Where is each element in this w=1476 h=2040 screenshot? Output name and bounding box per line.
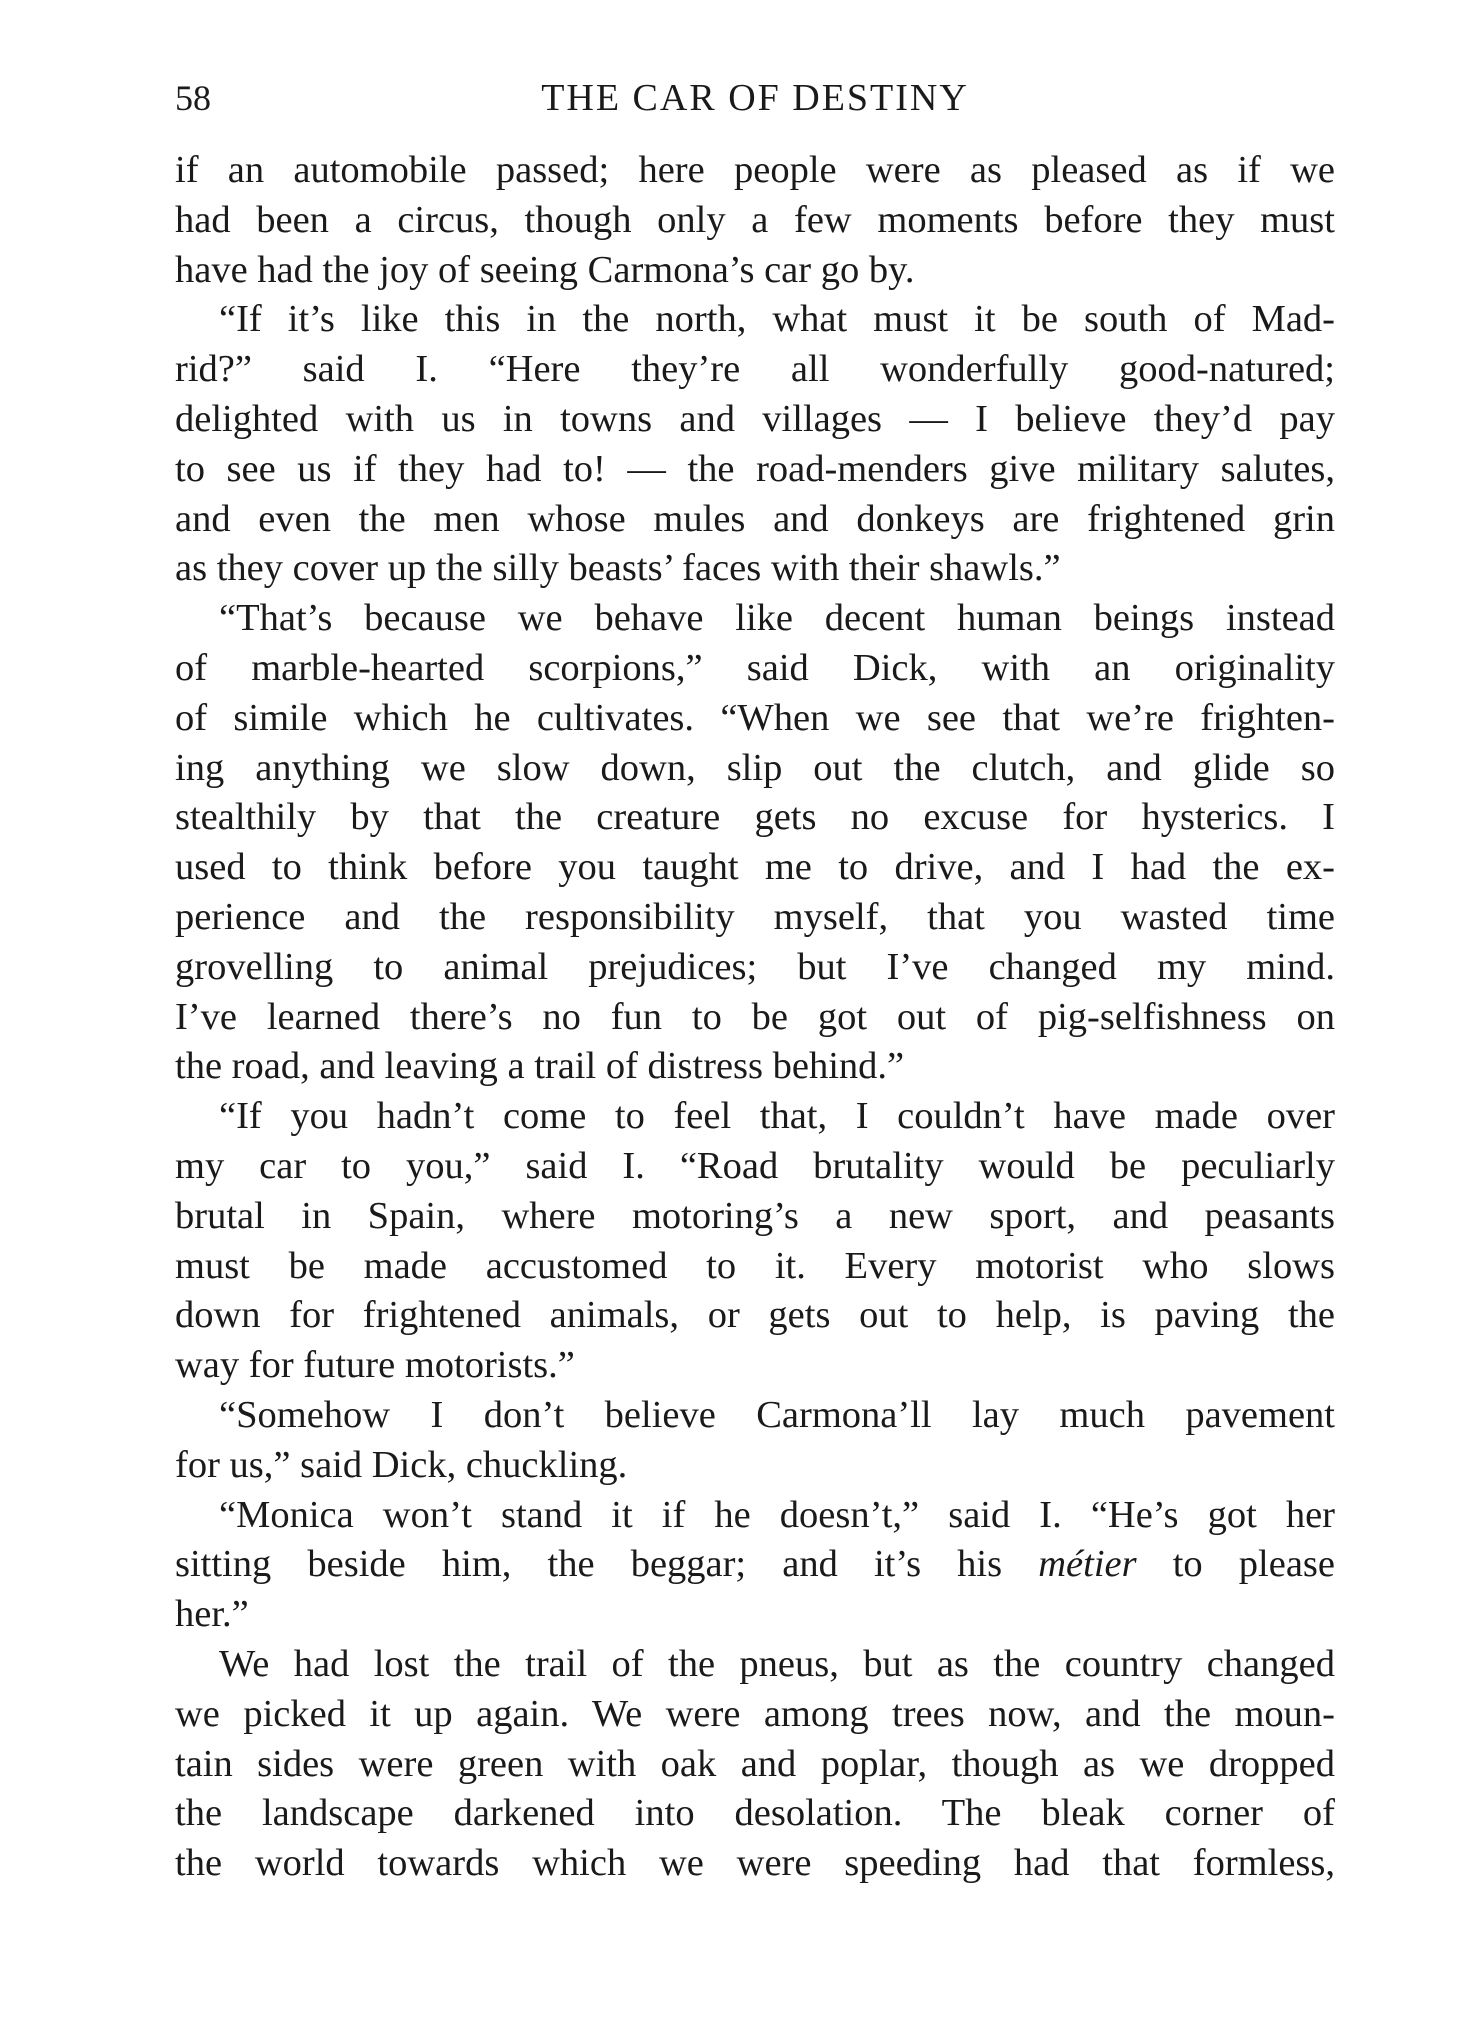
text-line: “Monica won’t stand it if he doesn’t,” said I. “He’s got her [219,1493,1335,1536]
text-line: must be made accustomed to it. Every motorist who slows [175,1244,1335,1287]
body-text [175,146,1335,1889]
text-line: had been a circus, though only a few moments before they must [175,198,1335,241]
text-line: if an automobile passed; here people were as pleased as if we [175,149,1335,191]
text-line: to see us if they had to! — the road-menders give military salutes, [175,447,1335,490]
text-line: “That’s because we behave like decent human beings instead [219,597,1335,640]
text-line: used to think before you taught me to drive, and I had the ex- [175,846,1335,889]
page-number: 58 [175,78,211,118]
italic-word: métier [1038,1543,1137,1586]
book-title: THE CAR OF DESTINY [541,77,969,119]
text-line: the road, and leaving a trail of distress behind.” [175,1045,905,1088]
text-line: as they cover up the silly beasts’ faces with their shawls.” [175,547,1061,590]
text-line: delighted with us in towns and villages — I believe they’d pay [175,397,1335,440]
text-line: “Somehow I don’t believe Carmona’ll lay much pavement [219,1393,1335,1436]
text-line: way for future motorists.” [175,1344,575,1387]
text-line: We had lost the trail of the pneus, but as the country changed [219,1642,1335,1685]
text-line: tain sides were green with oak and poplar, though as we dropped [175,1742,1335,1785]
text-line: we picked it up again. We were among trees now, and the moun- [175,1692,1335,1735]
text-line: I’ve learned there’s no fun to be got out of pig-selfishness on [175,995,1335,1038]
text-line: ing anything we slow down, slip out the clutch, and glide so [175,746,1335,789]
text-line: her.” [175,1593,249,1636]
text-line: the world towards which we were speeding had that formless, [175,1842,1335,1885]
text-line: sitting beside him, the beggar; and it’s his métier to please [175,1543,1336,1586]
text-line: and even the men whose mules and donkeys are frightened grin [175,497,1335,540]
text-line: stealthily by that the creature gets no excuse for hysterics. I [175,796,1335,839]
text-line: of marble-hearted scorpions,” said Dick, with an originality [175,646,1335,689]
text-line: my car to you,” said I. “Road brutality would be peculiarly [175,1144,1335,1187]
text-line: down for frightened animals, or gets out to help, is paving the [175,1294,1335,1337]
text-line: “If it’s like this in the north, what must it be south of Mad- [219,298,1335,341]
text-line: rid?” said I. “Here they’re all wonderfully good-natured; [175,348,1335,391]
text-line: of simile which he cultivates. “When we see that we’re frighten- [175,696,1335,739]
text-line: brutal in Spain, where motoring’s a new sport, and peasants [175,1194,1335,1237]
text-line: perience and the responsibility myself, that you wasted time [175,895,1335,938]
text-line: “If you hadn’t come to feel that, I couldn’t have made over [219,1095,1335,1138]
running-head [175,68,1335,128]
text-line: the landscape darkened into desolation. The bleak corner of [175,1792,1335,1835]
text-line: grovelling to animal prejudices; but I’ve changed my mind. [175,945,1335,988]
text-line: for us,” said Dick, chuckling. [175,1443,628,1486]
text-line: have had the joy of seeing Carmona’s car go by. [175,248,915,291]
